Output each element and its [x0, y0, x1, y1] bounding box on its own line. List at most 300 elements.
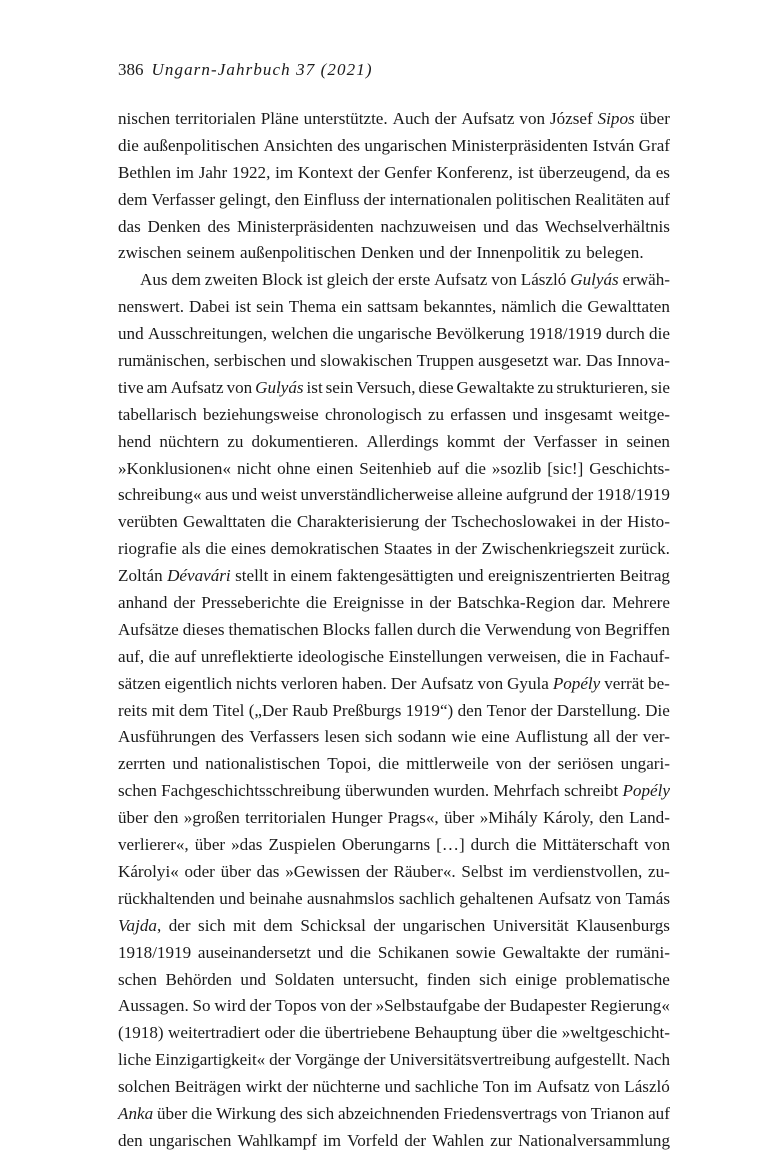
word: Behörden [165, 969, 232, 989]
word: unreflektierte [200, 646, 293, 666]
word: ist [306, 377, 323, 397]
word: die [270, 512, 292, 532]
word: aufgestellt. [554, 1050, 631, 1070]
word: ein [341, 297, 363, 317]
text-line [118, 1101, 670, 1128]
word: Sipos [597, 109, 635, 128]
word: Kontext [297, 162, 353, 182]
word: ohne [277, 458, 311, 478]
word: Konferenz, [436, 162, 513, 182]
word: Pläne [260, 109, 299, 128]
word: auf, [118, 646, 145, 666]
word: riografie [118, 539, 177, 559]
word: verloren [280, 673, 338, 693]
word: Einzigartigkeit« [155, 1050, 266, 1070]
word: von [477, 673, 504, 693]
text-line [118, 590, 670, 617]
body-text [118, 106, 670, 1155]
word: internationalen [389, 189, 492, 209]
word: ist [306, 270, 323, 290]
word: chronologisch [324, 404, 422, 424]
word: in [272, 566, 287, 586]
word: ungarischen [364, 135, 447, 155]
word: insgesamt [544, 404, 613, 424]
word: Ministerpräsidenten [451, 135, 589, 155]
text-line [118, 429, 670, 456]
text-line [118, 267, 670, 294]
word: zur [490, 1130, 512, 1150]
word: über [639, 109, 670, 128]
word: Dabei [189, 297, 230, 317]
word: weitertradiert [168, 1023, 261, 1043]
word: ausgesetzt [478, 351, 549, 371]
text-line [118, 940, 670, 967]
word: Wirkung [215, 1103, 277, 1123]
word: sein [256, 297, 284, 317]
word: Topos [275, 996, 317, 1016]
word: nischen [118, 109, 171, 128]
word: Gewaltakte [502, 942, 581, 962]
word: auf [648, 1103, 670, 1123]
word: des [337, 135, 360, 155]
word: sich [364, 727, 393, 747]
word: Gewalttaten [182, 512, 266, 532]
word: aus [205, 485, 228, 505]
word: rückhaltenden [118, 888, 215, 908]
text-line [118, 805, 670, 832]
word: Raub [291, 700, 329, 720]
word: thematischen [228, 619, 319, 639]
word: serbischen [213, 351, 287, 371]
word: des [221, 727, 244, 747]
text-line [118, 993, 670, 1020]
word: der [404, 1130, 427, 1150]
word: am [146, 377, 168, 397]
word: zwischen [118, 243, 182, 263]
word: »weltgeschicht- [561, 1023, 670, 1043]
word: sein [325, 377, 354, 397]
word: sich [306, 1103, 335, 1123]
word: Ausführungen [118, 727, 216, 747]
text-line [118, 778, 670, 805]
text-line [118, 106, 670, 133]
text-line [118, 1020, 670, 1047]
word: »Mihály [479, 808, 538, 828]
word: László [624, 1077, 670, 1097]
word: schen [118, 969, 157, 989]
word: beinahe [249, 888, 303, 908]
word: Ausschreitungen, [147, 324, 268, 344]
word: wurden. [433, 781, 490, 801]
word: das [515, 216, 539, 236]
running-head [118, 58, 373, 82]
word: Der [390, 673, 417, 693]
word: sie [651, 377, 670, 397]
word: solchen [118, 1077, 171, 1097]
word: Batschka-Region [457, 593, 575, 613]
word: nenswert. [118, 297, 184, 317]
word: Titel [212, 700, 245, 720]
word: »sozlib [491, 458, 542, 478]
word: erste [397, 270, 431, 290]
word: von [226, 377, 253, 397]
word: weitge- [618, 404, 670, 424]
word: zu [427, 404, 445, 424]
word: fallen [374, 619, 413, 639]
word: den [274, 189, 300, 209]
word: die [565, 646, 587, 666]
word: verübten [118, 512, 178, 532]
word: »Gewissen [285, 861, 361, 881]
word: Histo- [627, 512, 670, 532]
word: Trianon [590, 1103, 645, 1123]
word: Gulyás [570, 270, 619, 290]
word: Land- [629, 808, 670, 828]
word: auseinandersetzt [197, 942, 311, 962]
word: 1919“) [405, 700, 454, 720]
text-line [118, 671, 670, 698]
word: zu- [648, 861, 670, 881]
word: als [181, 539, 201, 559]
word: rumänischen, [118, 351, 210, 371]
word: Aufsatz [420, 673, 474, 693]
word: nichts [236, 673, 277, 693]
word: dem [263, 915, 293, 935]
word: übertriebene [324, 1023, 411, 1043]
word: Seitenhieb [359, 458, 432, 478]
word: Schicksal [300, 915, 366, 935]
word: das [256, 861, 280, 881]
word: seinen [626, 431, 670, 451]
word: Popély [622, 781, 670, 801]
text-line [118, 563, 670, 590]
word: gehaltenen [459, 888, 534, 908]
word: außenpolitischen [240, 243, 356, 263]
word: sachlich [398, 888, 455, 908]
word: gelingt, [219, 189, 271, 209]
word: zu [565, 243, 582, 263]
text-line [118, 751, 670, 778]
word: faktengesättigten [336, 566, 454, 586]
page-number: 386 [118, 60, 144, 79]
word: mit [233, 915, 256, 935]
word: Aus [140, 270, 168, 290]
word: die [305, 593, 327, 613]
word: erwäh- [622, 270, 670, 290]
word: über [194, 835, 226, 855]
word: dieses [182, 619, 225, 639]
word: Tenor [486, 700, 527, 720]
word: unverständlicherweise [300, 485, 454, 505]
word: nämlich [501, 297, 557, 317]
word: dokumentieren. [251, 431, 359, 451]
word: über [118, 808, 149, 828]
word: Begriffen [604, 619, 670, 639]
word: der [372, 270, 395, 290]
text-line [118, 644, 670, 671]
word: schen [118, 781, 157, 801]
word: die [378, 754, 400, 774]
word: Blocks [322, 619, 371, 639]
word: zurück. [619, 539, 670, 559]
text-line [118, 294, 670, 321]
word: stellt [235, 566, 269, 586]
word: Károlyi« [118, 861, 179, 881]
word: Versuch, [356, 377, 416, 397]
word: Friedensvertrags [443, 1103, 558, 1123]
word: sodann [397, 727, 447, 747]
word: [sic!] [547, 458, 584, 478]
word: Truppen [416, 351, 474, 371]
word: Mehrere [612, 593, 670, 613]
word: Zoltán [118, 566, 163, 586]
word: Wechselverhältnis [545, 216, 670, 236]
word: 1922, [231, 162, 271, 182]
word: einige [515, 969, 557, 989]
word: Regierung« [590, 996, 670, 1016]
word: wird [214, 996, 246, 1016]
word: Verfasser [533, 431, 597, 451]
word: strukturieren, [556, 377, 649, 397]
word: im [275, 162, 294, 182]
word: nationalistischen [205, 754, 321, 774]
word: Charakterisierung [296, 512, 420, 532]
word: Aufsatz [536, 1077, 590, 1097]
word: da [634, 162, 651, 182]
word: und [231, 485, 258, 505]
word: und [118, 324, 144, 344]
word: auf [648, 189, 670, 209]
word: demokratischen [270, 539, 380, 559]
text-line [118, 698, 670, 725]
word: auf [437, 458, 460, 478]
word: Ton [482, 1077, 510, 1097]
word: dem [118, 189, 148, 209]
word: Fachauf- [609, 646, 670, 666]
word: in [581, 512, 595, 532]
word: Tschechoslowakei [451, 512, 577, 532]
word: der [365, 861, 388, 881]
text-line [118, 160, 670, 187]
word: Ansichten [263, 135, 333, 155]
word: Nach [633, 1050, 670, 1070]
word: ungarische [357, 324, 432, 344]
word: Mittäterschaft [542, 835, 639, 855]
word: der [373, 915, 396, 935]
word: von [595, 888, 622, 908]
word: von [594, 1077, 620, 1097]
text-line [118, 321, 670, 348]
word: territorialen [175, 109, 256, 128]
word: und [172, 754, 199, 774]
word: das [118, 216, 141, 236]
word: einem [290, 566, 333, 586]
paragraph [118, 106, 670, 267]
word: Behauptung [414, 1023, 498, 1043]
word: Károly, [543, 808, 594, 828]
word: Aufsätze [118, 619, 179, 639]
word: hend [118, 431, 152, 451]
word: Verwendung [484, 619, 572, 639]
text-line [118, 133, 670, 160]
word: schreibung« [118, 485, 202, 505]
word: Bevölkerung [435, 324, 525, 344]
word: Ministerpräsidenten [237, 216, 374, 236]
word: ungarischen [402, 915, 486, 935]
word: eine [481, 727, 510, 747]
word: in [436, 539, 451, 559]
word: Denken [360, 243, 415, 263]
word: Dévavári [167, 566, 231, 586]
word: Darstellung. [556, 700, 641, 720]
word: nicht [236, 458, 272, 478]
word: seriösen [557, 754, 614, 774]
word: über [220, 861, 251, 881]
word: untersucht, [342, 969, 419, 989]
word: Innova- [616, 351, 670, 371]
word: 1918/1919 [118, 942, 192, 962]
word: der [363, 1050, 386, 1070]
word: außenpolitischen [143, 135, 260, 155]
word: die [191, 1103, 213, 1123]
word: die [350, 942, 372, 962]
word: Vorgänge [294, 1050, 360, 1070]
word: der [249, 996, 272, 1016]
word: tabellarisch [118, 404, 197, 424]
text-line [118, 214, 670, 241]
word: Einfluss [303, 189, 360, 209]
word: bekanntes, [423, 297, 497, 317]
word: die [205, 539, 227, 559]
text-line [118, 967, 670, 994]
word: nüchterne [312, 1077, 381, 1097]
word: in [604, 431, 619, 451]
word: eines [230, 539, 267, 559]
word: und [240, 969, 267, 989]
word: Ereignisse [332, 593, 405, 613]
word: lesen [324, 727, 360, 747]
text-line [118, 617, 670, 644]
word: im [322, 1130, 342, 1150]
word: László [520, 270, 567, 290]
word: ideologische [297, 646, 384, 666]
word: Auch [392, 109, 430, 128]
word: und [317, 942, 344, 962]
word: Verfassers [249, 727, 320, 747]
word: Staates [383, 539, 433, 559]
text-line [118, 375, 670, 402]
word: nüchtern [159, 431, 220, 451]
word: Beitrag [619, 566, 670, 586]
word: in [410, 593, 424, 613]
text-line [118, 859, 670, 886]
word: József [549, 109, 593, 128]
word: die [536, 1023, 558, 1043]
word: reits [118, 700, 148, 720]
word: den [118, 1130, 143, 1150]
word: verweisen, [487, 646, 561, 666]
word: 1918/1919 [596, 485, 670, 505]
word: ungari- [620, 754, 670, 774]
word: Aufsatz [461, 109, 515, 128]
word: Aussagen. [118, 996, 189, 1016]
word: des [279, 1103, 303, 1123]
word: Fachgeschichtsschreibung [161, 781, 341, 801]
word: Selbst [461, 861, 504, 881]
word: der [424, 512, 447, 532]
word: war. [552, 351, 582, 371]
word: be- [648, 673, 670, 693]
word: in [591, 646, 605, 666]
word: Aufsatz [537, 888, 592, 908]
word: verrät [604, 673, 645, 693]
word: Mehrfach [493, 781, 560, 801]
word: den [599, 808, 624, 828]
word: und [290, 351, 316, 371]
word: finden [426, 969, 471, 989]
word: ist [517, 162, 534, 182]
word: und [457, 566, 484, 586]
word: der [528, 754, 551, 774]
word: die [148, 646, 170, 666]
word: eigentlich [164, 673, 233, 693]
word: Räuber«. [393, 861, 456, 881]
word: von [561, 1103, 587, 1123]
word: von [320, 996, 347, 1016]
word: Block [261, 270, 303, 290]
word: der [173, 593, 196, 613]
word: verdienstvollen, [532, 861, 643, 881]
word: welchen [271, 324, 329, 344]
word: Universitätsvertreibung [389, 1050, 551, 1070]
word: von [519, 109, 546, 128]
word: zerrten [118, 754, 166, 774]
word: Klausenburgs [576, 915, 670, 935]
word: und [483, 216, 509, 236]
word: diese [418, 377, 454, 397]
word: »Konklusionen« [118, 458, 232, 478]
word: Soldaten [274, 969, 335, 989]
word: und [419, 243, 445, 263]
word: über [156, 1103, 188, 1123]
word: alleine [456, 485, 503, 505]
word: von [495, 754, 522, 774]
word: ver- [642, 727, 670, 747]
word: Oberungarns [341, 835, 431, 855]
word: der [349, 996, 372, 1016]
word: mit [151, 700, 175, 720]
word: erfassen [450, 404, 507, 424]
word: auf [174, 646, 197, 666]
word: von [491, 270, 517, 290]
word: den [153, 808, 179, 828]
word: kommt [446, 431, 496, 451]
word: über [501, 1023, 532, 1043]
word: haben. [341, 673, 387, 693]
word: durch [605, 324, 645, 344]
word: rumäni- [615, 942, 670, 962]
word: Aufsatz [434, 270, 488, 290]
paragraph [118, 267, 670, 1154]
word: Das [585, 351, 613, 371]
text-line [118, 482, 670, 509]
word: verlierer«, [118, 835, 189, 855]
word: beziehungsweise [202, 404, 319, 424]
word: einen [316, 458, 354, 478]
word: Thema [288, 297, 337, 317]
word: weist [260, 485, 297, 505]
word: zu [227, 431, 244, 451]
